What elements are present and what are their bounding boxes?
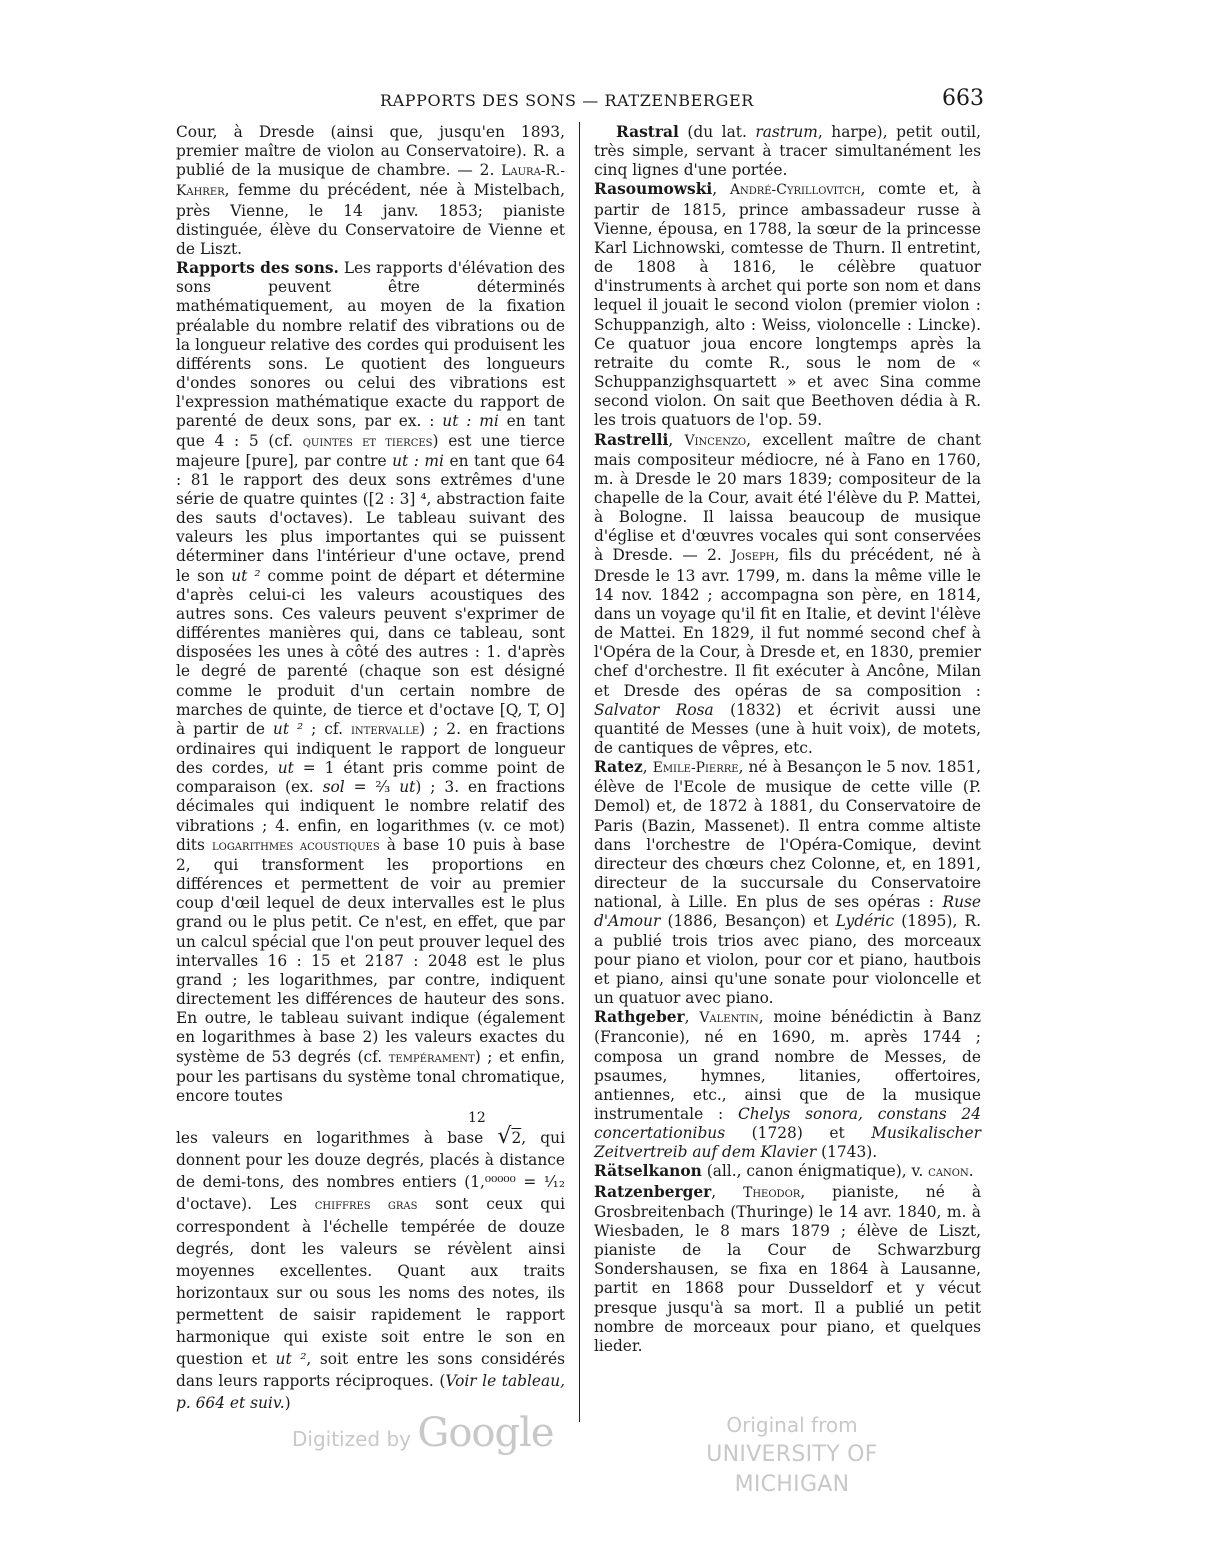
entry-ratselkanon: Rätselkanon (all., canon énigmatique), v. canon. xyxy=(594,1162,974,1181)
original-from-watermark xyxy=(666,1410,918,1500)
google-wordmark: Google xyxy=(417,1410,554,1456)
running-header-title: RAPPORTS DES SONS — RATZENBERGER xyxy=(380,91,754,110)
digitized-by-google-watermark: Digitized by Google xyxy=(292,1410,554,1456)
page-number: 663 xyxy=(942,86,984,111)
root-formula-line: 12 les valeurs en logarithmes à base √2, qui donnent pour les douze degrés, placés à distance de demi-tons, des nombres entiers (1,⁰⁰⁰⁰⁰ = ¹⁄₁₂ d'octave). Les chiffres gras sont ceux qui correspondent à l'échelle tempérée de douze degrés, dont les valeurs se révèlent ainsi moyennes excellentes. Quant aux traits horizontaux sur ou sous les noms des notes, ils permettent de saisir rapidement le rapport harmonique qui existe soit entre le son en question et ut ², soit entre les sons considérés dans leurs rapports réciproques. (Voir le tableau, p. 664 et suiv.) xyxy=(176,1109,565,1412)
headword-ratselkanon: Rätselkanon xyxy=(594,1162,702,1181)
headword-rasoumowski: Rasoumowski xyxy=(594,180,713,199)
entry-rastral: Rastral (du lat. rastrum, harpe), petit outil, très simple, servant à tracer simultanément les cinq lignes d'une portée. xyxy=(594,123,981,180)
headword-ratez: Ratez xyxy=(594,758,643,777)
root-symbol: √ xyxy=(497,1123,512,1149)
university-of-michigan-label: UNIVERSITY OF MICHIGAN xyxy=(706,1442,878,1497)
entry-rastrelli: Rastrelli, Vincenzo, excellent maître de chant mais compositeur médiocre, né à Fano en 1760, m. à Dresde le 20 mars 1839; compositeur de la chapelle de la Cour, avait été l'élève du P. Mattei, à Bologne. Il laissa beaucoup de musique d'église et d'œuvres vocales qui sont conservées à Dresde. — 2. Joseph, fils du précédent, né à Dresde le 13 avr. 1799, m. dans la même ville le 14 nov. 1842 ; accompagna son père, en 1814, dans un voyage qu'il fit en Italie, et devint l'élève de Mattei. En 1829, il fut nommé second chef à l'Opéra de la Cour, à Dresde et, en 1830, premier chef d'orchestre. Il fit exécuter à Ancône, Milan et Dresde des opéras de sa composition : Salvator Rosa (1832) et écrivit aussi une quantité de Messes (une à huit voix), de motets, de cantiques de vêpres, etc. xyxy=(594,430,981,757)
continued-entry-ratzenberger: Cour, à Dresde (ainsi que, jusqu'en 1893, premier maître de violon au Conservatoire). R. a publié de la musique de chambre. — 2. Laura-R.-Kahrer, femme du précédent, née à Mistelbach, près Vienne, le 14 janv. 1853; pianiste distinguée, élève du Conservatoire de Vienne et de Liszt. xyxy=(176,123,565,258)
root-index: 12 xyxy=(468,1109,486,1126)
column-divider xyxy=(579,122,580,1422)
right-column xyxy=(594,123,981,1356)
original-from-label: Original from xyxy=(726,1413,858,1437)
headword-rastrelli: Rastrelli xyxy=(594,430,669,449)
entry-rathgeber: Rathgeber, Valentin, moine bénédictin à Banz (Franconie), né en 1690, m. après 1744 ; composa un grand nombre de Messes, de psaumes, hymnes, litanies, offertoires, antiennes, etc., ainsi que de la musique instrumentale : Chelys sonora, constans 24 concertationibus (1728) et Musikalischer Zeitvertreib auf dem Klavier (1743). xyxy=(594,1008,981,1162)
headword-ratzenberger: Ratzenberger xyxy=(594,1182,712,1201)
left-column xyxy=(176,123,565,1414)
headword-rastral: Rastral xyxy=(616,123,679,141)
headword-rapports-des-sons: Rapports des sons. xyxy=(176,259,339,278)
headword-rathgeber: Rathgeber xyxy=(594,1008,685,1027)
entry-rapports-des-sons: Rapports des sons. Les rapports d'élévation des sons peuvent être déterminés mathématiquement, au moyen de la fixation préalable du nombre relatif des vibrations ou de la longueur relative des cordes qui produisent les différents sons. Le quotient des longueurs d'ondes sonores ou celui des vibrations est l'expression mathématique exacte du rapport de parenté de deux sons, par ex. : ut : mi en tant que 4 : 5 (cf. quintes et tierces) est une tierce majeure [pure], par contre ut : mi en tant que 64 : 81 le rapport des deux sons extrêmes d'une série de quatre quintes ([2 : 3] ⁴, abstraction faite des sauts d'octaves). Le tableau suivant des valeurs les plus importantes qui se puissent déterminer dans l'intérieur d'une octave, prend le son ut ² comme point de départ et détermine d'après celui-ci les valeurs acoustiques des autres sons. Ces valeurs peuvent s'exprimer de différentes manières qui, dans ce tableau, sont disposées les unes à côté des autres : 1. d'après le degré de parenté (chaque son est désigné comme le produit d'un certain nombre de marches de quinte, de tierce et d'octave [Q, T, O] à partir de ut ² ; cf. intervalle) ; 2. en fractions ordinaires qui indiquent le rapport de longueur des cordes, ut = 1 étant pris comme point de comparaison (ex. sol = ²⁄₃ ut) ; 3. en fractions décimales qui indiquent le nombre relatif des vibrations ; 4. enfin, en logarithmes (v. ce mot) dits logarithmes acoustiques à base 10 puis à base 2, qui transforment les proportions en différences et permettent de voir au premier coup d'œil lequel de deux intervalles est le plus grand ou le plus petit. Ce n'est, en effet, que par un calcul spécial que l'on peut prouver lequel des intervalles 16 : 15 et 2187 : 2048 est le plus grand ; les logarithmes, par contre, indiquent directement les différences de hauteur des sons. En outre, le tableau suivant indique (également en logarithmes à base 2) les valeurs exactes du système de 53 degrés (cf. tempérament) ; et enfin, pour les partisans du système tonal chromatique, encore toutes xyxy=(176,259,566,1105)
entry-ratez: Ratez, Emile-Pierre, né à Besançon le 5 nov. 1851, élève de l'Ecole de musique de cette ville (P. Demol) et, de 1872 à 1881, du Conservatoire de Paris (Bazin, Massenet). Il entra comme altiste dans l'orchestre de l'Opéra-Comique, devint directeur des chœurs chez Colonne, et, en 1891, directeur de la succursale du Conservatoire national, à Lille. En plus de ses opéras : Ruse d'Amour (1886, Besançon) et Lydéric (1895), R. a publié trois trios avec piano, des morceaux pour piano et violon, pour cor et piano, hautbois et piano, ainsi qu'une sonate pour violoncelle et un quatuor avec piano. xyxy=(594,758,981,1008)
root-radicand: 2 xyxy=(511,1128,522,1147)
entry-rasoumowski: Rasoumowski, André-Cyrillovitch, comte et, à partir de 1815, prince ambassadeur russe à Vienne, épousa, en 1788, la sœur de la princesse Karl Lichnowski, comtesse de Thurn. Il entretint, de 1808 à 1816, le célèbre quatuor d'instruments à archet qui porte son nom et dans lequel il jouait le second violon (premier violon : Schuppanzigh, alto : Weiss, violoncelle : Lincke). Ce quatuor joua encore longtemps après la retraite du comte R., sous le nom de « Schuppanzighsquartett » et avec Sina comme second violon. On sait que Beethoven dédia à R. les trois quatuors de l'op. 59. xyxy=(594,180,981,430)
entry-ratzenberger: Ratzenberger, Theodor, pianiste, né à Grosbreitenbach (Thuringe) le 14 avr. 1840, m. à Wiesbaden, le 8 mars 1879 ; élève de Liszt, pianiste de la Cour de Schwarzburg Sondershausen, se fixa en 1864 à Lausanne, partit en 1868 pour Dusseldorf et y vécut presque jusqu'à sa mort. Il a publié un petit nombre de morceaux pour piano, et quelques lieder. xyxy=(594,1182,981,1355)
